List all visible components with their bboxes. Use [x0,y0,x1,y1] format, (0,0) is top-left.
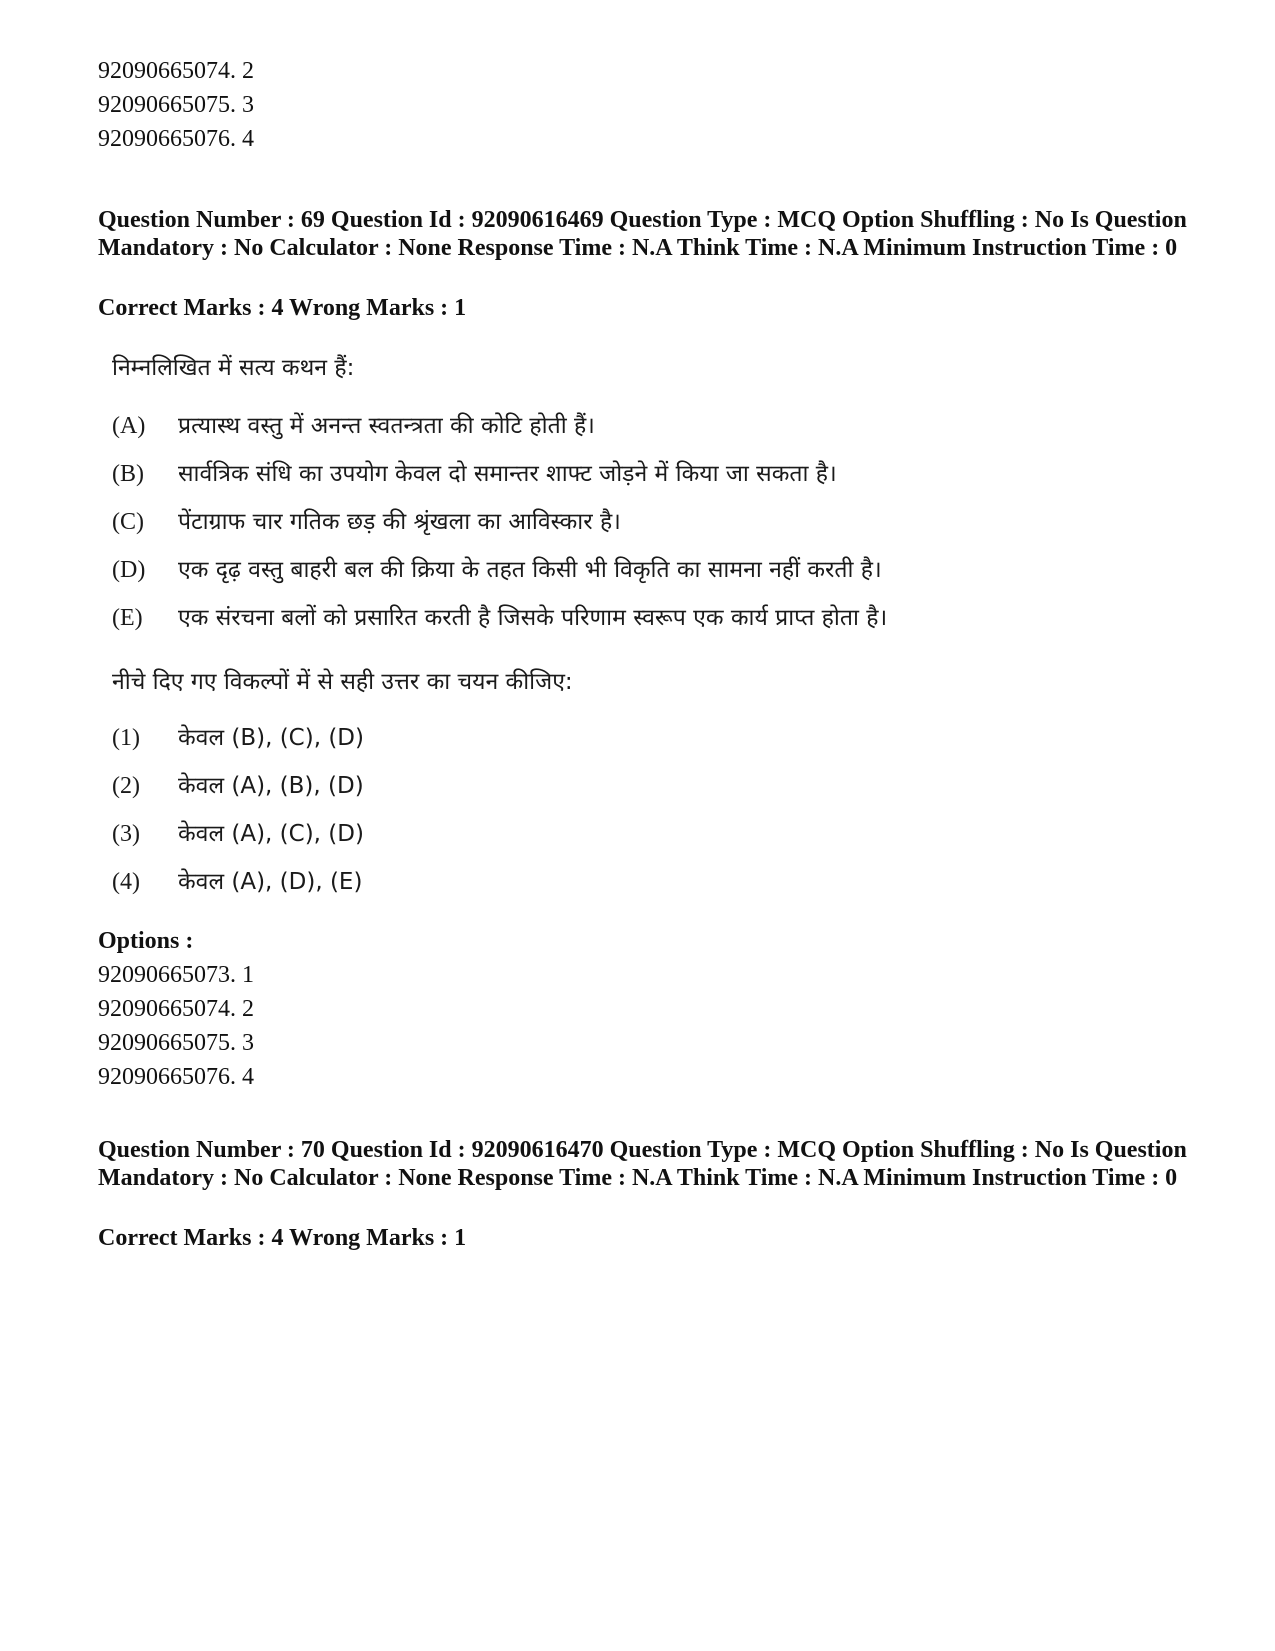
q69-question-body [112,352,952,912]
statement-text: एक दृढ़ वस्तु बाहरी बल की क्रिया के तहत किसी भी विकृति का सामना नहीं करती है। [178,557,882,583]
prev-option-2: 92090665074. 2 [98,58,254,84]
q69-marks: Correct Marks : 4 Wrong Marks : 1 [98,295,467,321]
q69-option-3: 92090665075. 3 [98,1030,254,1056]
q69-meta: Question Number : 69 Question Id : 92090616469 Question Type : MCQ Option Shuffling : No Is Question Mandatory : No Calculator : None Response Time : N.A Think Time : N.A Minimum Instruction Time : 0 [98,207,1187,261]
statement-label: (A) [112,413,146,439]
choice-label: (2) [112,773,140,799]
choice-label: (1) [112,725,140,751]
q70-marks: Correct Marks : 4 Wrong Marks : 1 [98,1225,467,1251]
statement-label: (B) [112,461,144,487]
choice-text: केवल (B), (C), (D) [178,725,364,751]
q69-option-1: 92090665073. 1 [98,962,254,988]
choice-text: केवल (A), (D), (E) [178,869,363,895]
q69-option-4: 92090665076. 4 [98,1064,254,1090]
statement-text: प्रत्यास्थ वस्तु में अनन्त स्वतन्त्रता की कोटि होती हैं। [178,413,595,439]
prev-option-4: 92090665076. 4 [98,126,254,152]
q69-options-title: Options : [98,928,194,954]
q70-meta: Question Number : 70 Question Id : 92090616470 Question Type : MCQ Option Shuffling : No Is Question Mandatory : No Calculator : None Response Time : N.A Think Time : N.A Minimum Instruction Time : 0 [98,1137,1187,1191]
q69-option-2: 92090665074. 2 [98,996,254,1022]
prev-option-3: 92090665075. 3 [98,92,254,118]
statement-label: (D) [112,557,146,583]
choice-label: (4) [112,869,140,895]
statement-text: सार्वत्रिक संधि का उपयोग केवल दो समान्तर शाफ्ट जोड़ने में किया जा सकता है। [178,461,837,487]
choice-label: (3) [112,821,140,847]
statement-text: पेंटाग्राफ चार गतिक छड़ की श्रृंखला का आविस्कार है। [178,509,621,535]
statement-label: (C) [112,509,144,535]
choice-text: केवल (A), (C), (D) [178,821,364,847]
q69-instruction: नीचे दिए गए विकल्पों में से सही उत्तर का चयन कीजिए: [112,669,573,695]
statement-text: एक संरचना बलों को प्रसारित करती है जिसके परिणाम स्वरूप एक कार्य प्राप्त होता है। [178,605,888,631]
choice-text: केवल (A), (B), (D) [178,773,364,799]
statement-label: (E) [112,605,143,631]
q69-intro: निम्नलिखित में सत्य कथन हैं: [112,355,355,381]
